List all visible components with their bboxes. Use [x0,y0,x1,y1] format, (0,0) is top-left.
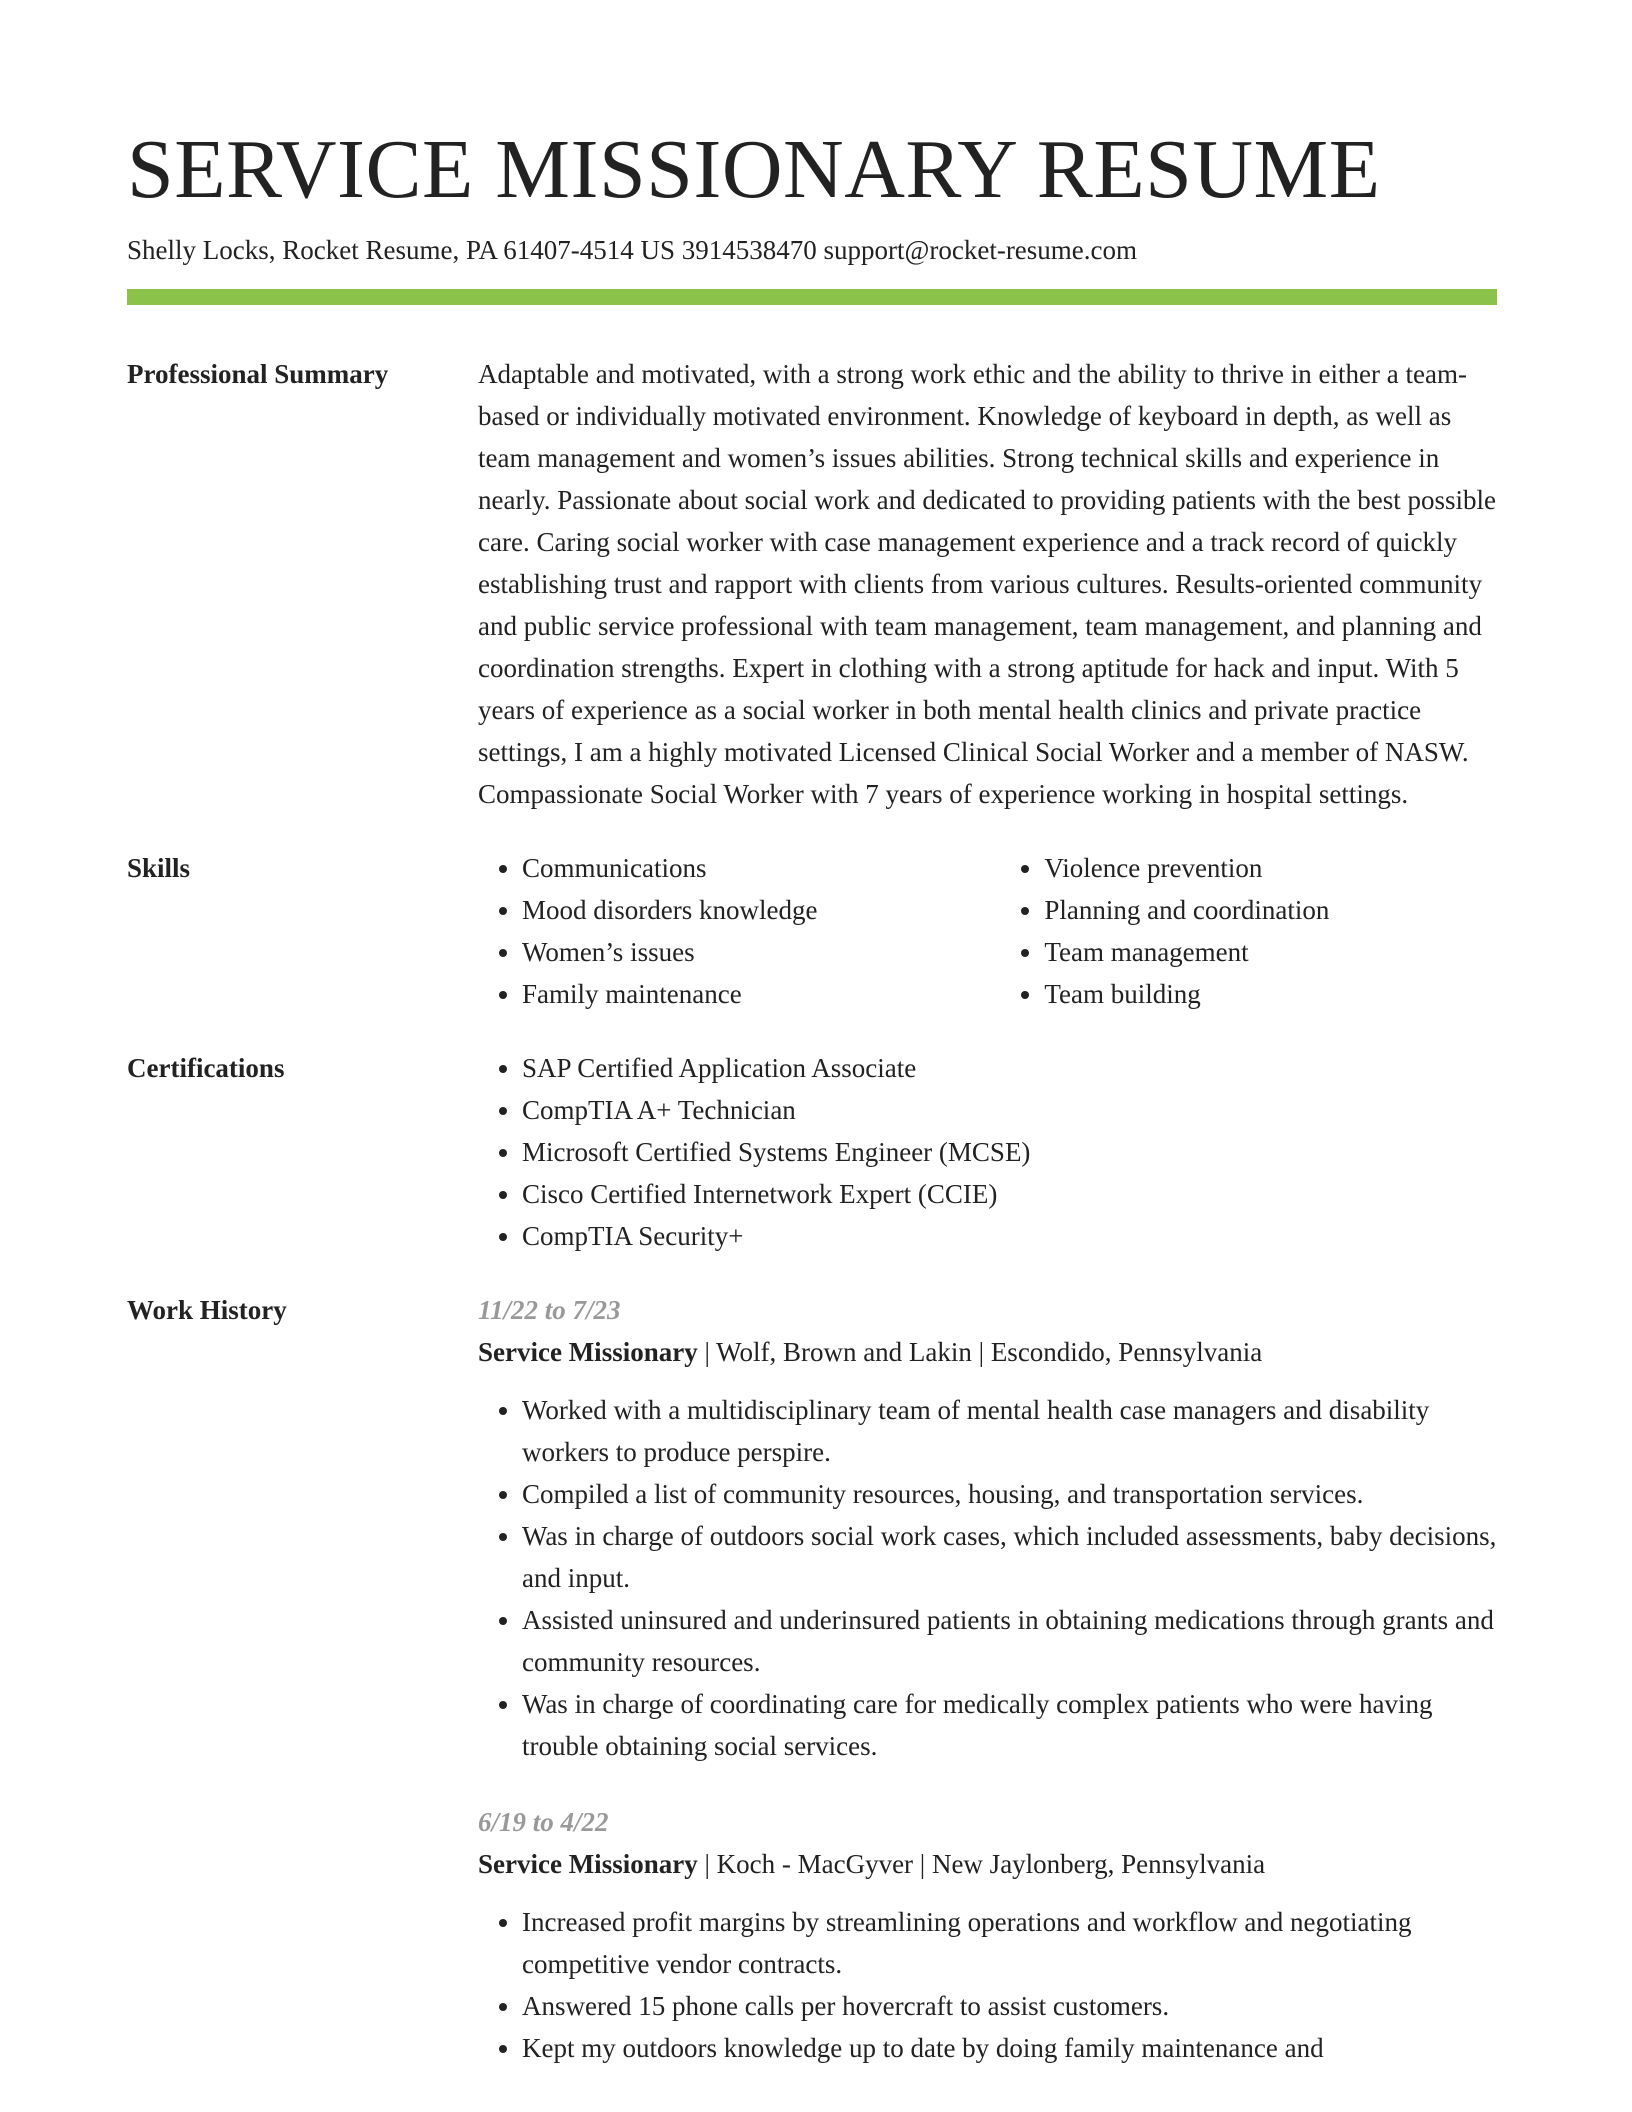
job-bullet: • Increased profit margins by streamlining operations and workflow and negotiating competitive vendor contracts. [522,1901,1497,1985]
skills-list-right [1000,847,1497,1015]
certifications-heading: Certifications [127,1053,285,1083]
job-bullet: • Assisted uninsured and underinsured patients in obtaining medications through grants and community resources. [522,1599,1497,1683]
skill-item: • Team management [1044,931,1497,973]
certifications-list [478,1047,1497,1257]
job-entry [478,1801,1497,2069]
resume-title: SERVICE MISSIONARY RESUME [127,123,1381,216]
job-bullet: • Compiled a list of community resources, housing, and transportation services. [522,1473,1497,1515]
job-bullet: • Worked with a multidisciplinary team of mental health case managers and disability workers to produce perspire. [522,1389,1497,1473]
job-bullet: • Kept my outdoors knowledge up to date by doing family maintenance and [522,2027,1497,2069]
job-header [478,1843,1497,1885]
skill-item: • Violence prevention [1044,847,1497,889]
certification-item: • SAP Certified Application Associate [522,1047,1497,1089]
skill-item: • Women’s issues [522,931,1000,973]
job-header [478,1331,1497,1373]
contact-line: Shelly Locks, Rocket Resume, PA 61407-4514 US 3914538470 support@rocket-resume.com [127,235,1138,265]
certification-item: • CompTIA Security+ [522,1215,1497,1257]
certification-item: • Cisco Certified Internetwork Expert (CCIE) [522,1173,1497,1215]
work-history-heading: Work History [127,1295,287,1325]
skill-item: • Family maintenance [522,973,1000,1015]
job-bullet: • Answered 15 phone calls per hovercraft to assist customers. [522,1985,1497,2027]
summary-section [127,353,1497,815]
job-employer-location: | Koch - MacGyver | New Jaylonberg, Pennsylvania [697,1849,1266,1879]
job-bullets [478,1389,1497,1767]
skills-section [127,847,1497,1015]
certifications-section [127,1047,1497,1257]
certification-item: • Microsoft Certified Systems Engineer (MCSE) [522,1131,1497,1173]
job-employer-location: | Wolf, Brown and Lakin | Escondido, Pennsylvania [697,1337,1263,1367]
skill-item: • Planning and coordination [1044,889,1497,931]
skill-item: • Communications [522,847,1000,889]
job-bullets [478,1901,1497,2069]
header-divider [127,289,1497,305]
skills-heading: Skills [127,853,191,883]
summary-heading: Professional Summary [127,359,389,389]
summary-text: Adaptable and motivated, with a strong work ethic and the ability to thrive in either a team-based or individually motivated environment. Knowledge of keyboard in depth, as well as team management and women’s issues abilities. Strong technical skills and experience in nearly. Passionate about social work and dedicated to providing patients with the best possible care. Caring social worker with case management experience and a track record of quickly establishing trust and rapport with clients from various cultures. Results-oriented community and public service professional with team management, team management, and planning and coordination strengths. Expert in clothing with a strong aptitude for hack and input. With 5 years of experience as a social worker in both mental health clinics and private practice settings, I am a highly motivated Licensed Clinical Social Worker and a member of NASW. Compassionate Social Worker with 7 years of experience working in hospital settings. [478,359,1497,809]
resume-page [127,0,1497,2069]
skill-item: • Team building [1044,973,1497,1015]
job-dates: 6/19 to 4/22 [478,1807,609,1837]
work-history-section [127,1289,1497,2069]
job-bullet: • Was in charge of coordinating care for medically complex patients who were having trouble obtaining social services. [522,1683,1497,1767]
certification-item: • CompTIA A+ Technician [522,1089,1497,1131]
skill-item: • Mood disorders knowledge [522,889,1000,931]
job-title: Service Missionary [478,1337,698,1367]
job-entry [478,1289,1497,1767]
job-bullet: • Was in charge of outdoors social work cases, which included assessments, baby decisions, and input. [522,1515,1497,1599]
job-dates: 11/22 to 7/23 [478,1295,621,1325]
skills-list-left [478,847,1000,1015]
job-title: Service Missionary [478,1849,698,1879]
